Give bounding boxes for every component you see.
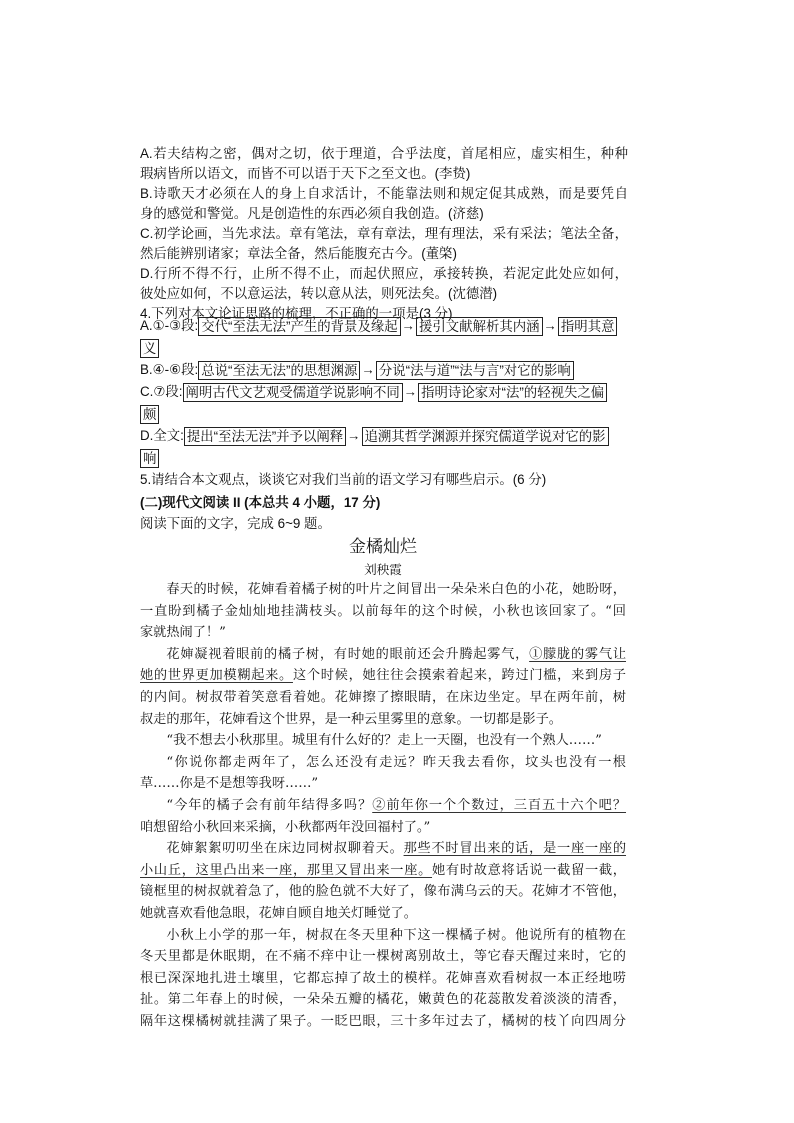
option-a-step-1: 交代“至法无法”产生的背景及缘起 — [198, 317, 400, 336]
option-a-step-3-wrap: 义 — [140, 339, 159, 358]
paragraph-text: 花婶絮絮叨叨坐在床边同树叔聊着天。 — [166, 841, 404, 857]
option-b-step-1: 总说“至法无法”的思想渊源 — [198, 361, 360, 380]
option-d[interactable] — [140, 426, 628, 448]
underlined-sentence-1: ①朦胧的雾气让 — [529, 646, 627, 662]
paragraph-line: 扯。第二年春上的时候，一朵朵五瓣的橘花，嫩黄色的花蕊散发着淡淡的清香， — [140, 992, 626, 1008]
option-d-lead: D.全文: — [140, 428, 184, 443]
paragraph-7 — [140, 925, 626, 1033]
paragraph-3 — [140, 730, 626, 752]
option-a-step-2: 援引文献解析其内涵 — [416, 317, 543, 336]
section-heading: (二)现代文阅读 II (本总共 4 小题，17 分) — [140, 495, 381, 510]
quote-b-line-1: B.诗歌天才必须在人的身上自求活计，不能靠法则和规定促其成熟，而是要凭自 — [140, 186, 628, 201]
option-c-wrap — [140, 404, 628, 426]
paragraph-line — [140, 838, 626, 860]
quote-a — [140, 144, 628, 184]
paragraph-line: 冬天里都是休眠期，在不痛不痒中让一棵树离别故土，等它春天醒过来时，它的 — [140, 949, 626, 965]
option-b-lead: B.④-⑥段: — [140, 362, 199, 377]
paragraph-2 — [140, 644, 626, 730]
option-a-wrap — [140, 338, 628, 360]
quote-c-line-2: 然后能辨别诸家；章法全备，然后能腹充古今。(董棨) — [140, 246, 457, 261]
paragraph-line: 家就热闹了！” — [140, 625, 226, 641]
paragraph-line: 隔年这棵橘树就挂满了果子。一眨巴眼，三十多年过去了，橘树的枝丫向四周分 — [140, 1013, 626, 1029]
paragraph-line: 根已深深地扎进土壤里，它都忘掉了故土的模样。花婶喜欢看树叔一本正经地唠 — [140, 970, 626, 986]
paragraph-line: 她就喜欢看他急眼，花婶自顾自地关灯睡觉了。 — [140, 905, 417, 921]
paragraph-text: 花婶凝视着眼前的橘子树，有时她的眼前还会升腾起雾气， — [166, 646, 530, 662]
quote-a-line-1: A.若夫结构之密，偶对之切，依于理道，合乎法度，首尾相应，虚实相生，种种 — [140, 146, 628, 161]
paragraph-line — [140, 644, 626, 666]
quote-d-line-1: D.行所不得不行，止所不得不止，而起伏照应，承接转换，若泥定此处应如何， — [140, 266, 628, 281]
arrow-icon: → — [543, 318, 557, 334]
quote-b — [140, 184, 628, 224]
story — [140, 534, 626, 1032]
arrow-icon: → — [403, 384, 418, 400]
paragraph-6 — [140, 838, 626, 924]
underlined-sentence-1-cont: 她的世界更加模糊起来。 — [140, 668, 293, 684]
underlined-sentence-3: 那些不时冒出来的话，是一座一座的 — [403, 841, 627, 857]
paragraph-line — [140, 665, 626, 687]
quote-b-line-2: 身的感觉和警觉。凡是创造性的东西必须自我创造。(济慈) — [140, 206, 484, 221]
story-title: 金橘灿烂 — [349, 537, 417, 557]
underlined-sentence-3-cont: 小山丘，这里凸出来一座，那里又冒出来一座。 — [140, 862, 433, 878]
question-4-stem: 4.下列对本文论证思路的梳理，不正确的一项是(3 分) — [140, 306, 453, 321]
section-instruction: 阅读下面的文字，完成 6~9 题。 — [140, 516, 331, 531]
paragraph-1 — [140, 579, 626, 644]
paragraph-line — [140, 795, 626, 817]
option-d-step-2: 追溯其哲学渊源并探究儒道学说对它的影 — [362, 427, 609, 446]
paragraph-line — [140, 860, 626, 882]
section-2 — [140, 492, 628, 534]
option-a-step-3: 指明其意 — [558, 317, 618, 336]
option-d-step-2-wrap: 响 — [140, 449, 159, 468]
quote-c — [140, 224, 628, 264]
quote-d — [140, 264, 628, 304]
paragraph-5 — [140, 795, 626, 838]
quote-d-line-2: 彼处应如何，不以意运法，转以意从法，则死法矣。(沈德潜) — [140, 286, 498, 301]
paragraph-line: 镜框里的树叔就着急了，他的脸色就不大好了，像布满乌云的天。花婶才不管他， — [140, 884, 626, 900]
option-c-step-1: 阐明古代文艺观受儒道学说影响不同 — [183, 383, 403, 402]
paragraph-line: 咱想留给小秋回来采摘，小秋都两年没回福村了。” — [140, 819, 431, 835]
paragraph-line: “我不想去小秋那里。城里有什么好的？走上一天圈，也没有一个熟人……” — [166, 733, 602, 749]
quote-list — [140, 144, 628, 324]
option-d-wrap — [140, 448, 628, 470]
paragraph-line: “你说你都走两年了，怎么还没有走远？昨天我去看你，坟头也没有一根 — [166, 754, 626, 770]
question-4-options — [140, 316, 628, 492]
arrow-icon: → — [347, 428, 361, 444]
quote-a-line-2: 瑕病皆所以语文，而皆不可以语于天下之至文也。(李贽) — [140, 166, 471, 181]
paragraph-text: “今年的橘子会有前年结得多吗？ — [166, 797, 373, 813]
arrow-icon: → — [361, 362, 375, 378]
paragraph-text: 她有时故意将话说一截留一截， — [432, 862, 626, 878]
paragraph-line: 春天的时候，花婶看着橘子树的叶片之间冒出一朵朵米白色的小花，她盼呀， — [166, 582, 626, 597]
paragraph-4 — [140, 752, 626, 795]
arrow-icon: → — [401, 318, 416, 334]
paragraph-line: 一直盼到橘子金灿灿地挂满枝头。以前每年的这个时候，小秋也该回家了。“回 — [140, 603, 626, 619]
option-d-step-1: 提出“至法无法”并予以阐释 — [184, 427, 346, 446]
option-a-lead: A.①-③段: — [140, 318, 199, 333]
quote-c-line-1: C.初学论画，当先求法。章有笔法，章有章法，理有理法，采有采法；笔法全备， — [140, 226, 628, 241]
underlined-sentence-2: ②前年你一个个数过，三百五十六个吧？ — [372, 797, 627, 813]
paragraph-line: 的内间。树叔带着笑意看着她。花婶擦了擦眼睛，在床边坐定。早在两年前，树 — [140, 689, 626, 705]
paragraph-line: 叔走的那年，花婶看这个世界，是一种云里雾里的意象。一切都是影子。 — [140, 711, 562, 727]
option-b[interactable] — [140, 360, 628, 382]
option-a[interactable] — [140, 316, 628, 338]
option-c-step-2: 指明诗论家对“法”的轻视失之偏 — [418, 383, 607, 402]
paragraph-line: 小秋上小学的那一年，树叔在冬天里种下这一棵橘子树。他说所有的植物在 — [166, 927, 626, 943]
paragraph-text: 这个时候，她往往会摸索着起来，跨过门槛，来到房子 — [292, 668, 626, 684]
paragraph-line: 草……你是不是想等我呀……” — [140, 776, 319, 792]
option-b-step-2: 分说“法与道”“法与言”对它的影响 — [376, 361, 574, 380]
option-c-lead: C.⑦段: — [140, 384, 183, 399]
question-5: 5.请结合本文观点，谈谈它对我们当前的语文学习有哪些启示。(6 分) — [140, 472, 547, 487]
option-c-step-2-wrap: 颇 — [140, 405, 159, 424]
story-author: 刘秧霞 — [364, 562, 402, 577]
option-c[interactable] — [140, 382, 628, 404]
